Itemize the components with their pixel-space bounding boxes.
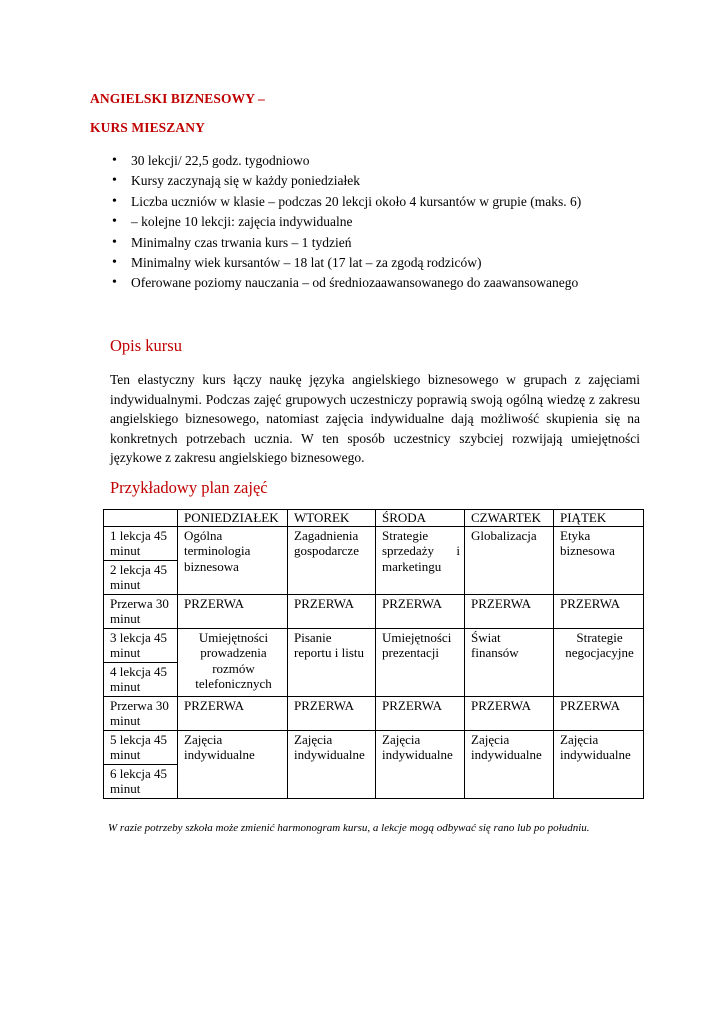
break-cell: PRZERWA xyxy=(178,696,288,730)
table-row xyxy=(104,594,644,628)
break-cell: PRZERWA xyxy=(288,696,376,730)
table-cell: Globalizacja xyxy=(465,526,554,594)
slot-label: Przerwa 30 minut xyxy=(104,696,178,730)
table-row xyxy=(104,526,644,560)
list-item: • Oferowane poziomy nauczania – od średniozaawansowanego do zaawansowanego xyxy=(107,273,667,293)
course-facts-list xyxy=(107,151,667,294)
slot-label: Przerwa 30 minut xyxy=(104,594,178,628)
table-cell: Pisanie reportu i listu xyxy=(288,628,376,696)
slot-label: 4 lekcja 45 minut xyxy=(104,662,178,696)
list-item: • 30 lekcji/ 22,5 godz. tygodniowo xyxy=(107,151,667,171)
section-title-opis: Opis kursu xyxy=(110,336,182,355)
break-cell: PRZERWA xyxy=(178,594,288,628)
day-header-thursday: CZWARTEK xyxy=(465,510,554,527)
schedule-table xyxy=(103,509,644,799)
table-cell: Ogólna terminologia biznesowa xyxy=(178,526,288,594)
slot-label: 6 lekcja 45 minut xyxy=(104,764,178,798)
table-cell: Świat finansów xyxy=(465,628,554,696)
table-cell: Zagadnienia gospodarcze xyxy=(288,526,376,594)
day-header-friday: PIĄTEK xyxy=(554,510,644,527)
list-subline: – kolejne 10 lekcji: zajęcia indywidualne xyxy=(131,214,353,230)
table-cell: Umiejętności prowadzenia rozmów telefonicznych xyxy=(178,628,288,696)
day-header-tuesday: WTOREK xyxy=(288,510,376,527)
table-cell: Strategie sprzedaży i marketingu xyxy=(376,526,465,594)
break-cell: PRZERWA xyxy=(465,696,554,730)
list-item: • Minimalny czas trwania kurs – 1 tydzień xyxy=(107,233,667,253)
slot-label: 2 lekcja 45 minut xyxy=(104,560,178,594)
table-cell: Zajęcia indywidualne xyxy=(178,730,288,798)
course-title-line1: ANGIELSKI BIZNESOWY – xyxy=(90,91,265,106)
slot-label: 3 lekcja 45 minut xyxy=(104,628,178,662)
day-header-wednesday: ŚRODA xyxy=(376,510,465,527)
slot-label: 1 lekcja 45 minut xyxy=(104,526,178,560)
break-cell: PRZERWA xyxy=(376,594,465,628)
table-cell: Umiejętności prezentacji xyxy=(376,628,465,696)
break-cell: PRZERWA xyxy=(376,696,465,730)
table-header-row xyxy=(104,510,644,527)
list-item: • Minimalny wiek kursantów – 18 lat (17 lat – za zgodą rodziców) xyxy=(107,253,667,273)
list-item-continuation xyxy=(107,212,667,232)
table-row xyxy=(104,730,644,764)
break-cell: PRZERWA xyxy=(554,594,644,628)
table-cell: Strategie negocjacyjne xyxy=(554,628,644,696)
table-cell: Zajęcia indywidualne xyxy=(376,730,465,798)
table-row xyxy=(104,628,644,662)
day-header-monday: PONIEDZIAŁEK xyxy=(178,510,288,527)
break-cell: PRZERWA xyxy=(554,696,644,730)
table-corner-cell xyxy=(104,510,178,527)
course-description: Ten elastyczny kurs łączy naukę języka angielskiego biznesowego w grupach z zajęciami indywidualnymi. Podczas zajęć grupowych uczestniczy poprawią swoją ogólną wiedzę z zakresu angielskiego biznesowego, natomiast zajęcia indywidualne dają możliwość skupienia się na konkretnych potrzebach ucznia. W ten sposób uczestnicy szybciej rozwijają umiejętności językowe z zakresu angielskiego biznesowego. xyxy=(110,372,640,466)
course-title-line2: KURS MIESZANY xyxy=(90,120,205,135)
table-cell: Zajęcia indywidualne xyxy=(465,730,554,798)
table-cell: Zajęcia indywidualne xyxy=(554,730,644,798)
list-item: • Kursy zaczynają się w każdy poniedziałek xyxy=(107,171,667,191)
table-cell: Etyka biznesowa xyxy=(554,526,644,594)
table-row xyxy=(104,696,644,730)
section-title-plan: Przykładowy plan zajęć xyxy=(110,478,268,497)
break-cell: PRZERWA xyxy=(288,594,376,628)
break-cell: PRZERWA xyxy=(465,594,554,628)
slot-label: 5 lekcja 45 minut xyxy=(104,730,178,764)
table-cell: Zajęcia indywidualne xyxy=(288,730,376,798)
schedule-note: W razie potrzeby szkoła może zmienić harmonogram kursu, a lekcje mogą odbywać się rano lub po południu. xyxy=(108,822,590,834)
list-item: • Liczba uczniów w klasie – podczas 20 lekcji około 4 kursantów w grupie (maks. 6) xyxy=(107,192,667,212)
